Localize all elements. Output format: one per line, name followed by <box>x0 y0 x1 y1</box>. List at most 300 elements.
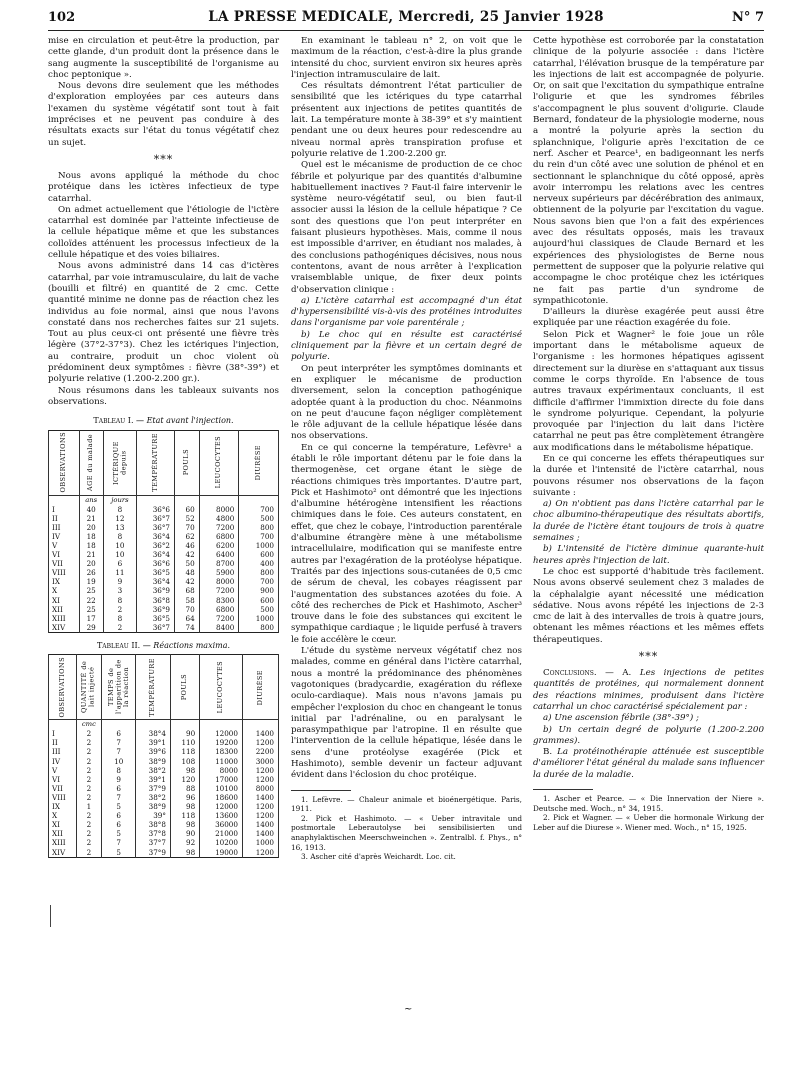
paragraph: En examinant le tableau n° 2, on voit que le maximum de la réaction, c'est-à-dire la plus grande intensité du choc, survient environ six heures après l'injection intramusculaire de lait. <box>291 36 522 80</box>
table-cell: 1400 <box>242 820 278 829</box>
table-cell: 40 <box>79 505 103 514</box>
table-header-cell <box>242 655 278 720</box>
table-cell: X <box>49 811 77 820</box>
table-cell: 2 <box>76 747 101 756</box>
paragraph: On admet actuellement que l'étiologie de l'ictère catarrhal est dominée par l'atteinte infectieuse de la cellule hépatique même et que les substances colloïdes atténuent les processus infectieux de la cellule hépatique et des voies biliaires. <box>48 204 279 261</box>
footnote: 1. Lefèvre. — Chaleur animale et bioénergétique. Paris, 1911. <box>291 794 522 814</box>
units-row <box>49 720 279 730</box>
paragraph: En ce qui concerne la température, Lefèvre¹ a établi le rôle important détenu par le foie dans la thermogenèse, cet organe étant le siège de réactions chimiques très importantes. D'autre part, Pick et Hashimoto² ont démontré que les injections d'albumine hétérogène intensifient les réactions chimiques dans le foie. Ces auteurs constatent, en effet, que chez le cobaye, l'introduction parentérale d'albumine étrangère mène à une métabolisme intracellulaire, modification qui se manifeste entre autres par l'exagération de la protéolyse hépatique. Traités par des injections sous-cutanées de 0,5 cmc de sérum de cheval, les cobayes réagissent par l'augmentation des substances azotées du foie. A côté des recherches de Pick et Hashimoto, Ascher³ trouve dans le foie des substances qui excitent le sympathique cardiaque ; le liquide perfusé à travers le foie accélère le cœur. <box>291 442 522 645</box>
table-cell: 21 <box>79 550 103 559</box>
table-header-cell <box>239 430 279 495</box>
paragraph-point-a: a) L'ictère catarrhal est accompagné d'un état d'hypersensibilité vis-à-vis des protéines introduites dans l'organisme par voie parentérale ; <box>291 295 522 329</box>
table-cell: 12000 <box>200 802 243 811</box>
table-row <box>49 820 279 829</box>
table-cell: 1000 <box>242 838 278 847</box>
table-cell: 38°4 <box>136 729 171 738</box>
table-cell: VI <box>49 550 80 559</box>
table-cell: 36°6 <box>136 505 174 514</box>
paragraph: Le choc est supporté d'habitude très facilement. Nous avons observé seulement chez 3 malades de la céphalalgie ayant nécessité une médication sédative. Nous avons répété les injections de 2-3 cmc de lait à des intervalles de trois à quatre jours, obtenant les mêmes réactions et les mêmes effets thérapeutiques. <box>533 566 764 645</box>
header-label: OBSERVATIONS <box>59 432 68 493</box>
table-cell: 36°4 <box>136 532 174 541</box>
paragraph-point-a: a) On n'obtient pas dans l'ictère catarrhal par le choc albumino-thérapeutique des résultats abortifs, la durée de l'ictère étant toujours de trois à quatre semaines ; <box>533 499 764 544</box>
margin-mark <box>50 905 53 927</box>
table-cell: 38°8 <box>136 820 171 829</box>
table-cell: 8400 <box>199 623 239 633</box>
table-cell: 8000 <box>199 577 239 586</box>
table-cell: 10100 <box>200 784 243 793</box>
table-cell: 48 <box>175 568 200 577</box>
table-row <box>49 532 279 541</box>
table-cell: 18600 <box>200 793 243 802</box>
table-cell: 2 <box>76 820 101 829</box>
table-cell: 18 <box>79 532 103 541</box>
table-cell: IX <box>49 802 77 811</box>
table-cell: 22 <box>79 596 103 605</box>
unit-cell <box>239 495 279 505</box>
conclusions-a-text: Les injections de petites quantités de protéines, qui normalement donnent des réactions minimes, produisent dans l'ictère catarrhal un choc caractérisé spécialement par : <box>533 668 765 712</box>
table-cell: 38°2 <box>136 766 171 775</box>
table-cell: 1200 <box>242 775 278 784</box>
section-separator: *** <box>638 650 659 664</box>
table-cell: 21000 <box>200 829 243 838</box>
table-cell: 36°7 <box>136 523 174 532</box>
table-cell: 18 <box>79 541 103 550</box>
table-cell: 1200 <box>242 811 278 820</box>
table-header-cell <box>49 655 77 720</box>
table-row <box>49 550 279 559</box>
table-cell: 6800 <box>199 532 239 541</box>
table-cell: 36°9 <box>136 605 174 614</box>
table-cell: 39° <box>136 811 171 820</box>
table-cell: 60 <box>175 505 200 514</box>
table-cell: 7200 <box>199 523 239 532</box>
table-before-injection <box>48 430 279 633</box>
table-header-cell <box>102 655 136 720</box>
table-cell: 1200 <box>242 766 278 775</box>
unit-cell <box>102 720 136 730</box>
table-cell: 25 <box>79 586 103 595</box>
table-cell: 900 <box>239 586 279 595</box>
table-cell: 1000 <box>239 614 279 623</box>
conclusion-item: a) Une ascension fébrile (38°-39°) ; <box>543 713 699 724</box>
table-cell: 7 <box>102 738 136 747</box>
header-label: AGE du malade <box>86 433 95 492</box>
table-cell: 96 <box>170 793 199 802</box>
header-label: QUANTITÉ de lait injecté <box>80 661 96 714</box>
table-cell: 3000 <box>242 757 278 766</box>
table-cell: 8000 <box>199 505 239 514</box>
table-cell: 8 <box>103 532 136 541</box>
unit-cell <box>199 495 239 505</box>
table-cell: 2 <box>76 829 101 838</box>
table-cell: 5 <box>102 829 136 838</box>
section-separator: *** <box>153 152 174 166</box>
table-cell: 36°4 <box>136 550 174 559</box>
table-header-cell <box>49 430 80 495</box>
paragraph: On peut interpréter les symptômes dominants et en expliquer le mécanisme de production diversement, selon la conception pathogénique adoptée quant à la production du choc. Néanmoins on ne peut d'aucune façon négliger complètement le rôle adjuvant de la cellule hépatique lésée dans nos observations. <box>291 363 522 442</box>
table-row <box>49 514 279 523</box>
table-row <box>49 848 279 858</box>
table2-label: Tableau II. <box>96 640 141 650</box>
table-cell: 8 <box>103 614 136 623</box>
table-cell: 39°6 <box>136 747 171 756</box>
table-cell: 98 <box>170 848 199 858</box>
footnote: 2. Pick et Wagner. — « Ueber die hormonale Wirkung der Leber auf die Diurese ». Wiener med. Woch., n° 15, 1925. <box>533 813 764 832</box>
paragraph-point-b: b) Le choc qui en résulte est caractérisé cliniquement par la fièvre et un certain degré de polyurie. <box>291 329 522 363</box>
table-cell: XIV <box>49 848 77 858</box>
table-cell: 19 <box>79 577 103 586</box>
table-cell: 2 <box>76 838 101 847</box>
table-cell: 2 <box>76 793 101 802</box>
table-row <box>49 568 279 577</box>
table-row <box>49 829 279 838</box>
table-cell: 58 <box>175 596 200 605</box>
footnote: 3. Ascher cité d'après Weichardt. Loc. cit. <box>301 852 456 862</box>
paragraph: En ce qui concerne les effets thérapeutiques sur la durée et l'intensité de l'ictère catarrhal, nous pouvons résumer nos observations de la façon suivante : <box>533 453 764 498</box>
header-label: TEMPÉRATURE <box>150 433 159 492</box>
unit-cell: ans <box>79 495 103 505</box>
table-header-cell <box>79 430 103 495</box>
table-cell: XIV <box>49 623 80 633</box>
table-cell: 42 <box>175 577 200 586</box>
table-cell: 50 <box>175 559 200 568</box>
table-cell: 36°5 <box>136 614 174 623</box>
table-cell: 98 <box>170 802 199 811</box>
table-cell: 6 <box>103 559 136 568</box>
table-cell: 6800 <box>199 605 239 614</box>
table-cell: 2200 <box>242 747 278 756</box>
unit-cell <box>170 720 199 730</box>
table-row <box>49 541 279 550</box>
paragraph: Quel est le mécanisme de production de ce choc fébrile et polyurique par des quantités d'albumine habituellement inactives ? Faut-il faire intervenir le système neuro-végétatif seul, ou bien faut-il associer aussi la lésion de la cellule hépatique ? Ce sont des questions que l'on peut interpréter en faisant plusieurs hypothèses. Mais, comme il nous est impossible d'arriver, en étudiant nos malades, à des conclusions pathogéniques décisives, nous nous contentons, avant de nous arrêter à l'explication vraisemblable unique, de fixer deux points d'observation clinique : <box>291 160 522 295</box>
table-cell: 70 <box>175 523 200 532</box>
table-header-cell <box>136 430 174 495</box>
table-cell: 74 <box>175 623 200 633</box>
table-cell: 46 <box>175 541 200 550</box>
unit-cell <box>175 495 200 505</box>
table-cell: 2 <box>76 811 101 820</box>
header-label: LEUCOCYTES <box>214 436 223 489</box>
page-number: 102 <box>48 10 76 25</box>
paragraph: Nous avons appliqué la méthode du choc protéique dans les ictères infectieux de type catarrhal. <box>48 170 279 204</box>
table-cell: VII <box>49 784 77 793</box>
table-cell: 2 <box>103 605 136 614</box>
table-cell: IV <box>49 757 77 766</box>
table-cell: 8700 <box>199 559 239 568</box>
table-header-cell <box>136 655 171 720</box>
units-row <box>49 495 279 505</box>
table-row <box>49 775 279 784</box>
table-cell: XII <box>49 605 80 614</box>
table-cell: 6 <box>102 729 136 738</box>
table-cell: V <box>49 766 77 775</box>
table-cell: 5 <box>102 802 136 811</box>
table-cell: X <box>49 586 80 595</box>
table-cell: XII <box>49 829 77 838</box>
unit-cell <box>136 720 171 730</box>
table-cell: 92 <box>170 838 199 847</box>
table-cell: 36°7 <box>136 623 174 633</box>
table-row <box>49 586 279 595</box>
table-cell: 6 <box>102 784 136 793</box>
table-cell: 7 <box>102 747 136 756</box>
table-cell: 700 <box>239 505 279 514</box>
table-cell: 2 <box>76 775 101 784</box>
table-cell: 37°8 <box>136 829 171 838</box>
table-cell: III <box>49 523 80 532</box>
paragraph: Ces résultats démontrent l'état particulier de sensibilité que les ictériques du type catarrhal présentent aux injections de petites quantités de lait. La température monte à 38-39° et s'y maintient pendant une ou deux heures pour redescendre au niveau normal après transpiration profuse et polyurie relative de 1.200-2.200 gr. <box>291 81 522 159</box>
table-cell: 2 <box>76 738 101 747</box>
column-left <box>48 36 279 858</box>
table-header-cell <box>199 430 239 495</box>
table-cell: V <box>49 541 80 550</box>
table-cell: 8000 <box>200 766 243 775</box>
unit-cell: cmc <box>76 720 101 730</box>
table-cell: 1400 <box>242 793 278 802</box>
column-right <box>533 36 764 832</box>
table-cell: 7 <box>102 838 136 847</box>
table-cell: 6 <box>102 820 136 829</box>
column-middle <box>291 36 522 862</box>
table-cell: 9 <box>103 577 136 586</box>
conclusions-b-text: La protéinothérapie atténuée est susceptible d'améliorer l'état général du malade sans influencer la durée de la maladie. <box>533 747 764 780</box>
table-cell: 37°9 <box>136 848 171 858</box>
table-cell: 7200 <box>199 614 239 623</box>
table-row <box>49 802 279 811</box>
table-cell: III <box>49 747 77 756</box>
table-cell: XI <box>49 596 80 605</box>
table-row <box>49 757 279 766</box>
header-label: OBSERVATIONS <box>57 656 66 718</box>
issue-number: N° 7 <box>732 10 764 25</box>
table-cell: 10 <box>102 757 136 766</box>
table-cell: VII <box>49 559 80 568</box>
table-cell: 42 <box>175 550 200 559</box>
table-cell: 29 <box>79 623 103 633</box>
conclusions-heading: Conclusions. — A. <box>543 668 632 679</box>
table-cell: 400 <box>239 559 279 568</box>
table-cell: 110 <box>170 738 199 747</box>
table-row <box>49 559 279 568</box>
footnote: 2. Pick et Hashimoto. — « Ueber intravitale und postmortale Leberautolyse bei sensibilisierten und anaphylaktischen Meerschweinchen ». Zentralbl. f. Phys., n° 16, 1913. <box>291 813 522 852</box>
paragraph: D'ailleurs la diurèse exagérée peut aussi être expliquée par une réaction exagérée du foie. <box>533 307 764 329</box>
table-cell: I <box>49 729 77 738</box>
table-cell: 4800 <box>199 514 239 523</box>
table-cell: 11000 <box>200 757 243 766</box>
paragraph: Nous devons dire seulement que les méthodes d'exploration employées par ces auteurs dans l'examen du système végétatif sont tout à fait imprécises et ne peuvent pas conduire à des résultats exacts sur l'état du tonus végétatif chez un sujet. <box>48 81 279 148</box>
table-cell: 7 <box>102 793 136 802</box>
table-cell: 37°9 <box>136 784 171 793</box>
table-cell: 21 <box>79 514 103 523</box>
table-cell: 6200 <box>199 541 239 550</box>
table2-caption <box>48 640 279 651</box>
table-cell: 6 <box>102 811 136 820</box>
paragraph: Cette hypothèse est corroborée par la constatation clinique de la polyurie associée : dans l'ictère catarrhal, l'élévation brusque de la température par les injections de lait est accompagnée de polyurie. Or, on sait que l'excitation du sympathique entraîne l'oligurie et que les syndromes fébriles s'accompagnent le plus souvent d'oligurie. Claude Bernard, fondateur de la physiologie moderne, nous a montré la polyurie après la section du splanchnique, l'oligurie après l'excitation de ce nerf. Ascher et Pearce¹, en badigeonnant les nerfs du rein d'un côté avec une solution de phénol et en sectionnant le splanchnique du côté opposé, après avoir interrompu les relations avec les centres nerveux supérieurs par décérébration des animaux, obtiennent de la polyurie par l'excitation du vague. Nous savons bien que l'on a fait des expériences avec des résultats opposés, mais les travaux aujourd'hui classiques de Claude Bernard et les expériences des physiologistes de Berne nous permettent de supposer que la polyurie relative qui accompagne le choc protéique chez les ictériques ne fait pas partie d'un syndrome de sympathicotonie. <box>533 36 764 306</box>
table-header-cell <box>103 430 136 495</box>
table-row <box>49 838 279 847</box>
table-cell: 36°9 <box>136 586 174 595</box>
table-cell: 108 <box>170 757 199 766</box>
table-cell: 62 <box>175 532 200 541</box>
table-cell: VI <box>49 775 77 784</box>
table-cell: 800 <box>239 523 279 532</box>
table-cell: 17000 <box>200 775 243 784</box>
paragraph: Nous résumons dans les tableaux suivants nos observations. <box>48 385 279 407</box>
table-cell: VIII <box>49 568 80 577</box>
unit-cell <box>200 720 243 730</box>
journal-name: LA PRESSE MEDICALE, <box>208 9 394 25</box>
conclusions-b-label: B. <box>543 747 553 758</box>
table-cell: 90 <box>170 829 199 838</box>
unit-cell <box>49 720 77 730</box>
footnote: 1. Ascher et Pearce. — « Die Innervation der Niere ». Deutsche med. Woch., n° 34, 1915. <box>533 794 764 813</box>
table-cell: 36°6 <box>136 559 174 568</box>
table-header-cell <box>76 655 101 720</box>
table-cell: 26 <box>79 568 103 577</box>
table-cell: 5900 <box>199 568 239 577</box>
table-cell: 70 <box>175 605 200 614</box>
table-cell: 36°5 <box>136 568 174 577</box>
table-row <box>49 505 279 514</box>
table-cell: 38°2 <box>136 793 171 802</box>
table-cell: 68 <box>175 586 200 595</box>
table-cell: 10200 <box>200 838 243 847</box>
table-row <box>49 523 279 532</box>
paragraph-point-b: b) L'intensité de l'ictère diminue quarante-huit heures après l'injection de lait. <box>533 544 764 566</box>
table-cell: 98 <box>170 820 199 829</box>
table-cell: XIII <box>49 838 77 847</box>
table-cell: 39°1 <box>136 738 171 747</box>
page-header <box>48 6 764 30</box>
table-cell: 25 <box>79 605 103 614</box>
table-row <box>49 738 279 747</box>
table-cell: 8 <box>103 505 136 514</box>
table-cell: 800 <box>239 623 279 633</box>
table-cell: 88 <box>170 784 199 793</box>
table-cell: 9 <box>102 775 136 784</box>
table-cell: 13600 <box>200 811 243 820</box>
paragraph: Selon Pick et Wagner² le foie joue un rôle important dans le métabolisme aqueux de l'organisme : les hormones hépatiques agissent directement sur la diurèse en s'attaquant aux tissus comme le corps thyroïde. En l'absence de tous autres travaux expérimentaux concluants, il est difficile d'affirmer l'immixtion directe du foie dans le syndrome polyurique. Cependant, la polyurie provoquée par l'injection du lait dans l'ictère catarrhal ne peut pas être complètement étrangère aux modifications dans le métabolisme hépatique. <box>533 329 764 453</box>
conclusions-a <box>533 668 764 713</box>
table-cell: 64 <box>175 614 200 623</box>
table-row <box>49 766 279 775</box>
unit-cell <box>242 720 278 730</box>
table-cell: 500 <box>239 514 279 523</box>
table-row <box>49 811 279 820</box>
table-cell: 8 <box>102 766 136 775</box>
table-cell: 17 <box>79 614 103 623</box>
table-cell: 8000 <box>242 784 278 793</box>
table-row <box>49 623 279 633</box>
table-cell: 800 <box>239 568 279 577</box>
table-cell: 2 <box>76 757 101 766</box>
paragraph: Nous avons administré dans 14 cas d'ictères catarrhal, par voie intramusculaire, du lait de vache (bouilli et filtré) en quantité de 2 cmc. Cette quantité minime ne donne pas de réaction chez les individus au foie normal, ainsi que nous l'avons constaté dans nos recherches faites sur 21 sujets. Tout au plus ceux-ci ont présenté une fièvre très légère (37°2-37°3). Chez les ictériques l'injection, au contraire, produit un choc violent où prédominent deux symptômes : fièvre (38°-39°) et polyurie relative (1.200-2.200 gr.). <box>48 261 279 385</box>
conclusions-b <box>533 747 764 781</box>
table-cell: 2 <box>76 784 101 793</box>
bottom-mark: ~ <box>404 1004 413 1015</box>
table-cell: 700 <box>239 532 279 541</box>
unit-cell <box>49 495 80 505</box>
table-cell: 2 <box>76 848 101 858</box>
table-header-cell <box>170 655 199 720</box>
table-cell: II <box>49 738 77 747</box>
table-cell: 118 <box>170 811 199 820</box>
paragraph: mise en circulation et peut-être la production, par cette glande, d'un produit dont la présence dans le sang augmente la susceptibilité de l'organisme au choc peptonique ». <box>48 36 279 80</box>
table-cell: 7200 <box>199 586 239 595</box>
table-cell: 1 <box>76 802 101 811</box>
table-cell: 20 <box>79 523 103 532</box>
table-cell: 12000 <box>200 729 243 738</box>
conclusion-item: b) Un certain degré de polyurie (1.200-2.200 grammes). <box>533 724 764 746</box>
table-row <box>49 747 279 756</box>
table-row <box>49 605 279 614</box>
table-cell: 38°9 <box>136 802 171 811</box>
table-row <box>49 784 279 793</box>
table-cell: 1200 <box>242 848 278 858</box>
header-label: DIURÈSE <box>255 669 264 705</box>
table-cell: XI <box>49 820 77 829</box>
table1-title: — Etat avant l'injection. <box>136 416 234 426</box>
table-cell: 6400 <box>199 550 239 559</box>
table-cell: 2 <box>76 729 101 738</box>
table-cell: 600 <box>239 550 279 559</box>
table-cell: 38°9 <box>136 757 171 766</box>
header-label: POULS <box>180 674 189 701</box>
table-cell: 1200 <box>242 802 278 811</box>
table-row <box>49 614 279 623</box>
table-cell: 36°2 <box>136 541 174 550</box>
header-label: TEMPÉRATURE <box>148 657 157 717</box>
table-cell: 36°4 <box>136 577 174 586</box>
table-cell: 98 <box>170 766 199 775</box>
table-cell: 700 <box>239 577 279 586</box>
footnote-rule <box>291 790 351 791</box>
table-cell: 90 <box>170 729 199 738</box>
table-cell: 1400 <box>242 829 278 838</box>
table-cell: 500 <box>239 605 279 614</box>
table-cell: IX <box>49 577 80 586</box>
table-cell: 2 <box>76 766 101 775</box>
table-cell: 8300 <box>199 596 239 605</box>
table-cell: 19000 <box>200 848 243 858</box>
table-cell: 36°7 <box>136 514 174 523</box>
table-cell: 18300 <box>200 747 243 756</box>
table-cell: 10 <box>103 541 136 550</box>
header-label: LEUCOCYTES <box>216 661 225 714</box>
table-cell: I <box>49 505 80 514</box>
table-cell: 19200 <box>200 738 243 747</box>
table-cell: 12 <box>103 514 136 523</box>
table2-title: — Réactions maxima. <box>142 640 231 650</box>
table-cell: 118 <box>170 747 199 756</box>
table-header-cell <box>175 430 200 495</box>
table-cell: II <box>49 514 80 523</box>
paragraph: L'étude du système nerveux végétatif chez nos malades, comme en général dans l'ictère catarrhal, nous a montré la prédominance des phénomènes vagotoniques (bradycardie, exagération du réflexe oculo-cardiaque). Mais nous n'avons jamais pu empêcher l'explosion du choc en changeant le tonus initial par l'adrénaline, ou en paralysant le parasympathique par l'atropine. Il en résulte que l'intervention de la cellule hépatique, lésée dans le sens d'une protéolyse exagérée (Pick et Hashimoto), semble devenir un facteur adjuvant évident dans l'éclosion du choc protéique. <box>291 646 522 781</box>
table-cell: VIII <box>49 793 77 802</box>
header-rule <box>48 30 764 31</box>
header-label: POULS <box>182 449 191 476</box>
header-label: TEMPS de l'apparition de la réaction <box>106 659 130 715</box>
table-cell: 37°7 <box>136 838 171 847</box>
table-row <box>49 793 279 802</box>
table-max-reactions <box>48 654 279 857</box>
table1-label: Tableau I. <box>93 416 134 426</box>
table-cell: 8 <box>103 596 136 605</box>
table-cell: 1000 <box>239 541 279 550</box>
table-cell: IV <box>49 532 80 541</box>
table-cell: XIII <box>49 614 80 623</box>
table-cell: 1200 <box>242 738 278 747</box>
